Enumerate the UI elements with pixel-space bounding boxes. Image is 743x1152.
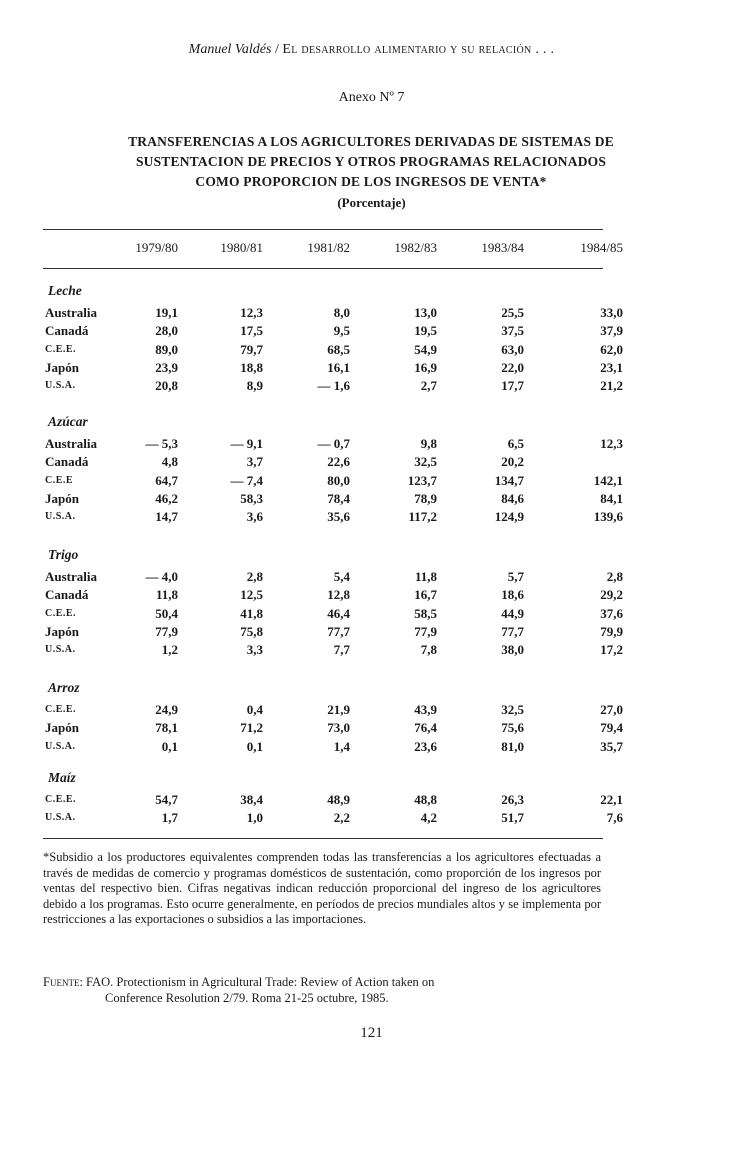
row-label: C.E.E. bbox=[45, 343, 77, 355]
table-row bbox=[43, 587, 623, 605]
source-text-line-2: Conference Resolution 2/79. Roma 21-25 octubre, 1985. bbox=[105, 990, 389, 1005]
table-cell: 11,8 bbox=[155, 587, 178, 603]
group-title: Maíz bbox=[48, 770, 76, 785]
row-label: Canadá bbox=[45, 454, 89, 470]
table-cell: 68,5 bbox=[327, 341, 350, 357]
column-header: 1981/82 bbox=[307, 240, 350, 255]
table-row bbox=[43, 623, 623, 642]
table-cell: 78,9 bbox=[414, 490, 437, 506]
row-label: U.S.A. bbox=[45, 380, 76, 392]
table-cell: 0,1 bbox=[161, 738, 178, 754]
table-title-line-1: TRANSFERENCIAS A LOS AGRICULTORES DERIVADAS DE SISTEMAS DE bbox=[128, 134, 614, 149]
page-number: 121 bbox=[360, 1025, 383, 1041]
row-label: U.S.A. bbox=[45, 740, 76, 752]
table-cell: 35,6 bbox=[327, 509, 350, 525]
table-cell: 0,1 bbox=[246, 738, 263, 754]
table-cell: 41,8 bbox=[240, 605, 263, 621]
table-cell: 2,8 bbox=[606, 569, 623, 584]
table-cell: 33,0 bbox=[600, 305, 623, 320]
table-cell: 46,2 bbox=[155, 490, 178, 506]
table-cell: 134,7 bbox=[494, 472, 524, 488]
table-cell: 1,7 bbox=[161, 810, 178, 826]
table-cell: 7,8 bbox=[420, 642, 437, 658]
table-row bbox=[43, 436, 623, 454]
row-label: Japón bbox=[45, 359, 79, 375]
table-cell: — 9,1 bbox=[230, 436, 263, 451]
table-cell: 2,8 bbox=[246, 569, 263, 584]
table-cell: 32,5 bbox=[414, 454, 437, 470]
table-cell: 77,9 bbox=[414, 623, 437, 639]
table-cell: 7,7 bbox=[333, 642, 350, 658]
table-cell: 79,4 bbox=[600, 720, 623, 736]
table-cell: 3,3 bbox=[246, 642, 263, 658]
annex-label: Anexo Nº 7 bbox=[338, 90, 405, 105]
table-row bbox=[43, 305, 623, 323]
table-cell: — 0,7 bbox=[317, 436, 350, 451]
row-label: C.E.E bbox=[45, 474, 74, 486]
table-cell: 19,1 bbox=[155, 305, 178, 320]
table-cell: 2,2 bbox=[333, 810, 350, 826]
table-cell: 58,3 bbox=[240, 490, 263, 506]
table-row bbox=[43, 323, 623, 341]
table-cell: 48,9 bbox=[327, 792, 350, 807]
table-cell: 14,7 bbox=[155, 509, 178, 525]
table-row bbox=[43, 359, 623, 378]
table-cell: 9,8 bbox=[420, 436, 437, 451]
column-header: 1983/84 bbox=[481, 240, 524, 255]
table-cell: 84,6 bbox=[501, 490, 524, 506]
table-title-line-2: SUSTENTACION DE PRECIOS Y OTROS PROGRAMAS RELACIONADOS bbox=[135, 154, 607, 169]
table-cell: 23,9 bbox=[155, 359, 178, 375]
table-title bbox=[60, 132, 682, 192]
running-head bbox=[0, 42, 743, 58]
table-cell: 54,9 bbox=[414, 341, 437, 357]
table-cell: 77,7 bbox=[501, 623, 524, 639]
table-top-rule bbox=[43, 229, 603, 230]
table-row bbox=[43, 720, 623, 738]
table-row bbox=[43, 569, 623, 587]
table-cell: 78,4 bbox=[327, 490, 350, 506]
table-title-line-3: COMO PROPORCION DE LOS INGRESOS DE VENTA* bbox=[195, 174, 547, 189]
table-cell: 4,8 bbox=[161, 454, 178, 470]
table-cell: 27,0 bbox=[600, 702, 623, 717]
table-cell: 16,9 bbox=[414, 359, 437, 375]
table-cell: 37,9 bbox=[600, 323, 623, 339]
table-cell: 17,5 bbox=[240, 323, 263, 339]
table-cell: 2,7 bbox=[420, 378, 437, 394]
table-cell: 12,3 bbox=[240, 305, 263, 320]
table-cell: 76,4 bbox=[414, 720, 437, 736]
table-cell: 28,0 bbox=[155, 323, 178, 339]
table-cell: 1,2 bbox=[161, 642, 178, 658]
group-title: Arroz bbox=[48, 680, 80, 695]
table-cell: 22,1 bbox=[600, 792, 623, 807]
source-text-line-1: FAO. Protectionism in Agricultural Trade: Review of Action taken on bbox=[86, 975, 435, 989]
table-cell: 8,9 bbox=[246, 378, 263, 394]
table-cell: 63,0 bbox=[501, 341, 524, 357]
table-row bbox=[43, 378, 623, 396]
source-note bbox=[43, 975, 601, 1006]
table-row bbox=[43, 490, 623, 509]
table-cell: 80,0 bbox=[327, 472, 350, 488]
table-row bbox=[43, 341, 623, 360]
table-row bbox=[43, 702, 623, 720]
row-label: U.S.A. bbox=[45, 812, 76, 824]
table-cell: 26,3 bbox=[501, 792, 524, 807]
table-cell: 142,1 bbox=[593, 472, 623, 488]
table-cell: 4,2 bbox=[420, 810, 437, 826]
table-cell: 17,2 bbox=[600, 642, 623, 658]
table-cell: 38,4 bbox=[240, 792, 263, 807]
table-cell: 7,6 bbox=[606, 810, 623, 826]
table-cell: 77,9 bbox=[155, 623, 178, 639]
row-label: C.E.E. bbox=[45, 607, 77, 619]
table-cell: 64,7 bbox=[155, 472, 178, 488]
table-cell: — 7,4 bbox=[230, 472, 263, 488]
table-cell: 75,8 bbox=[240, 623, 263, 639]
table-cell: 21,9 bbox=[327, 702, 350, 717]
table-cell: 71,2 bbox=[240, 720, 263, 736]
table-cell: 5,7 bbox=[507, 569, 524, 584]
table-cell: 81,0 bbox=[501, 738, 524, 754]
table-cell: 20,8 bbox=[155, 378, 178, 394]
table-cell: 79,9 bbox=[600, 623, 623, 639]
table-cell: — 5,3 bbox=[145, 436, 178, 451]
group-title: Leche bbox=[48, 283, 82, 298]
table-cell: 11,8 bbox=[414, 569, 437, 584]
table-unit: (Porcentaje) bbox=[337, 195, 406, 210]
table-cell: 89,0 bbox=[155, 341, 178, 357]
table-cell: 19,5 bbox=[414, 323, 437, 339]
table-cell: 12,3 bbox=[600, 436, 623, 451]
row-label: Australia bbox=[45, 436, 97, 451]
table-cell: 48,8 bbox=[414, 792, 437, 807]
column-header: 1980/81 bbox=[220, 240, 263, 255]
column-header: 1979/80 bbox=[135, 240, 178, 255]
table-cell: 78,1 bbox=[155, 720, 178, 736]
table-row bbox=[43, 472, 623, 491]
source-label: Fuente: bbox=[43, 975, 83, 989]
row-label: C.E.E. bbox=[45, 704, 77, 715]
group-title: Trigo bbox=[48, 547, 79, 562]
row-label: U.S.A. bbox=[45, 644, 76, 656]
table-cell: 24,9 bbox=[155, 702, 178, 717]
table-cell: 12,5 bbox=[240, 587, 263, 603]
table-cell: 6,5 bbox=[507, 436, 524, 451]
table-cell: 123,7 bbox=[407, 472, 437, 488]
table-cell: 73,0 bbox=[327, 720, 350, 736]
running-head-author: Manuel Valdés bbox=[188, 42, 272, 57]
table-cell: 79,7 bbox=[240, 341, 263, 357]
table-row bbox=[43, 810, 623, 828]
table-cell: 22,0 bbox=[501, 359, 524, 375]
table-cell: 77,7 bbox=[327, 623, 350, 639]
table-cell: 50,4 bbox=[155, 605, 178, 621]
table-cell: 37,6 bbox=[600, 605, 623, 621]
table-cell: 1,4 bbox=[333, 738, 350, 754]
row-label: Japón bbox=[45, 490, 79, 506]
table-row bbox=[43, 738, 623, 757]
table-cell: 54,7 bbox=[155, 792, 178, 807]
table-row bbox=[43, 454, 603, 472]
table-cell: 16,7 bbox=[414, 587, 437, 603]
table-cell: 1,0 bbox=[246, 810, 263, 826]
table-cell: — 1,6 bbox=[317, 378, 350, 394]
table-cell: 51,7 bbox=[501, 810, 524, 826]
row-label: Canadá bbox=[45, 323, 89, 339]
table-cell: 12,8 bbox=[327, 587, 350, 603]
running-head-title: El desarrollo alimentario y su relación . . . bbox=[282, 42, 555, 57]
table-cell: 32,5 bbox=[501, 702, 524, 717]
table-cell: 139,6 bbox=[593, 509, 623, 525]
table-cell: 0,4 bbox=[246, 702, 263, 717]
table-cell: 75,6 bbox=[501, 720, 524, 736]
table-cell: 13,0 bbox=[414, 305, 437, 320]
table-cell: 84,1 bbox=[600, 490, 623, 506]
table-cell: 38,0 bbox=[501, 642, 524, 658]
table-header-row bbox=[43, 240, 623, 260]
table-cell: 3,7 bbox=[246, 454, 263, 470]
table-cell: 18,8 bbox=[240, 359, 263, 375]
table-cell: 16,1 bbox=[327, 359, 350, 375]
table-cell: 23,1 bbox=[600, 359, 623, 375]
table-cell: 21,2 bbox=[600, 378, 623, 394]
table-cell: 18,6 bbox=[501, 587, 524, 603]
table-header-rule bbox=[43, 268, 603, 269]
table-cell: 9,5 bbox=[333, 323, 350, 339]
table-cell: — 4,0 bbox=[145, 569, 178, 584]
group-title: Azúcar bbox=[48, 414, 88, 429]
row-label: Australia bbox=[45, 305, 97, 320]
column-header: 1984/85 bbox=[580, 240, 623, 255]
table-cell: 17,7 bbox=[501, 378, 524, 394]
table-row bbox=[43, 642, 623, 660]
table-cell: 124,9 bbox=[494, 509, 524, 525]
table-row bbox=[43, 509, 623, 527]
row-label: Canadá bbox=[45, 587, 89, 603]
footnote: *Subsidio a los productores equivalentes comprenden todas las transferencias a los agricultores efectuadas a través de medidas de comercio y programas domésticos de sustentación, como proporción de los ingresos por ventas del respectivo bien. Cifras negativas indican reducción proporcional del ingreso de los agricultores debido a los programas. Esto ocurre generalmente, en períodos de precios mundiales altos y se implementa por restricciones a las exportaciones o subsidios a las importaciones. bbox=[43, 850, 601, 926]
row-label: Australia bbox=[45, 569, 97, 584]
table-cell: 117,2 bbox=[408, 509, 437, 525]
table-cell: 29,2 bbox=[600, 587, 623, 603]
table-cell: 43,9 bbox=[414, 702, 437, 717]
table-cell: 37,5 bbox=[501, 323, 524, 339]
table-cell: 58,5 bbox=[414, 605, 437, 621]
table-row bbox=[43, 792, 623, 810]
table-cell: 25,5 bbox=[501, 305, 524, 320]
column-header: 1982/83 bbox=[394, 240, 437, 255]
table-cell: 35,7 bbox=[600, 738, 623, 754]
running-head-separator: / bbox=[274, 42, 279, 57]
row-label: Japón bbox=[45, 623, 79, 639]
table-cell: 46,4 bbox=[327, 605, 350, 621]
table-cell: 5,4 bbox=[333, 569, 350, 584]
row-label: U.S.A. bbox=[45, 511, 76, 523]
table-cell: 3,6 bbox=[246, 509, 263, 525]
table-row bbox=[43, 605, 623, 624]
table-bottom-rule bbox=[43, 838, 603, 839]
table-cell: 44,9 bbox=[501, 605, 524, 621]
table-cell: 23,6 bbox=[414, 738, 437, 754]
row-label: Japón bbox=[45, 720, 79, 736]
table-cell: 22,6 bbox=[327, 454, 350, 470]
table-cell: 8,0 bbox=[333, 305, 350, 320]
row-label: C.E.E. bbox=[45, 794, 77, 805]
table-cell: 20,2 bbox=[501, 454, 524, 470]
table-cell: 62,0 bbox=[600, 341, 623, 357]
